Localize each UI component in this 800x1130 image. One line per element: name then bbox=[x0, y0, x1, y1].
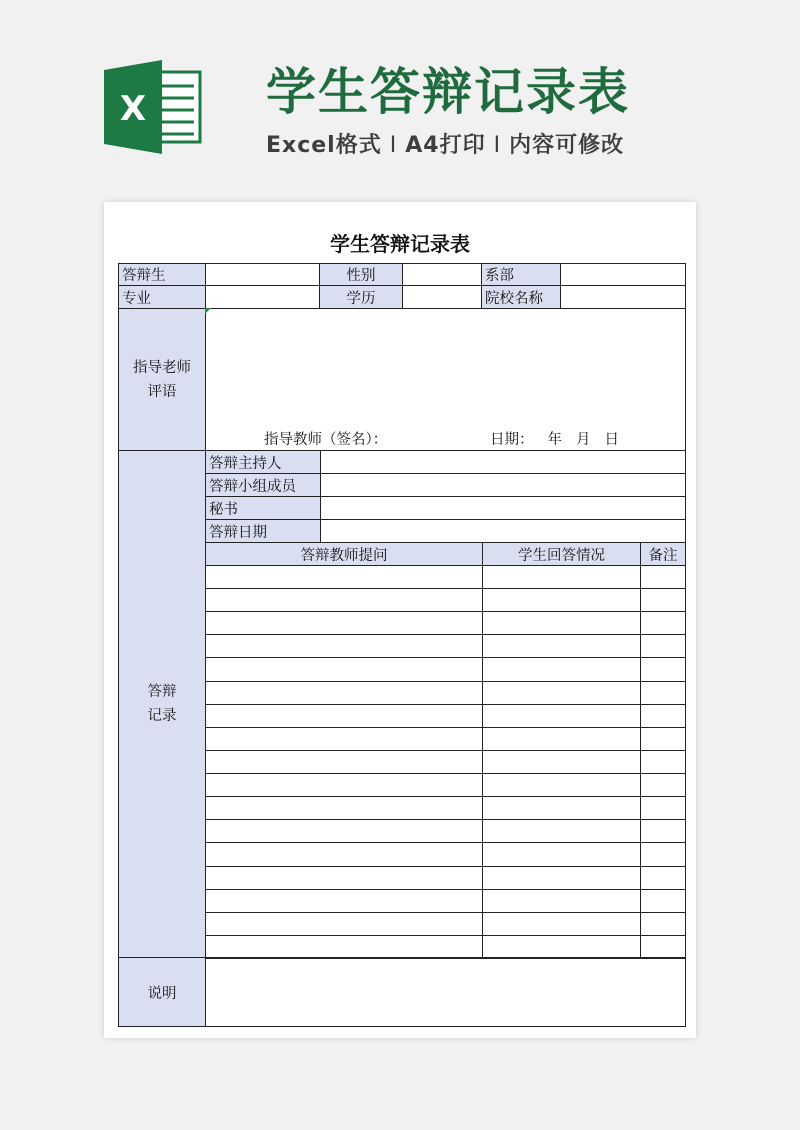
qa-question-cell[interactable] bbox=[205, 611, 483, 635]
header-note: 备注 bbox=[640, 542, 686, 566]
qa-answer-cell[interactable] bbox=[482, 912, 641, 936]
field-major[interactable] bbox=[205, 285, 320, 309]
qa-note-cell[interactable] bbox=[640, 935, 686, 959]
label-secretary: 秘书 bbox=[205, 496, 321, 520]
qa-note-cell[interactable] bbox=[640, 565, 686, 589]
field-school[interactable] bbox=[560, 285, 686, 309]
label-school: 院校名称 bbox=[481, 285, 561, 309]
qa-question-cell[interactable] bbox=[205, 796, 483, 820]
qa-note-cell[interactable] bbox=[640, 657, 686, 681]
qa-note-cell[interactable] bbox=[640, 819, 686, 843]
date-year: 年 bbox=[547, 432, 562, 448]
qa-question-cell[interactable] bbox=[205, 935, 483, 959]
label-major: 专业 bbox=[118, 285, 206, 309]
qa-answer-cell[interactable] bbox=[482, 750, 641, 774]
qa-note-cell[interactable] bbox=[640, 588, 686, 612]
label-panel: 答辩小组成员 bbox=[205, 473, 321, 497]
qa-note-cell[interactable] bbox=[640, 611, 686, 635]
qa-answer-cell[interactable] bbox=[482, 842, 641, 866]
field-gender[interactable] bbox=[402, 263, 482, 286]
qa-question-cell[interactable] bbox=[205, 727, 483, 751]
label-student: 答辩生 bbox=[118, 263, 206, 286]
qa-question-cell[interactable] bbox=[205, 773, 483, 797]
cell-marker-icon bbox=[205, 308, 211, 314]
excel-icon bbox=[104, 60, 204, 154]
qa-note-cell[interactable] bbox=[640, 727, 686, 751]
label-host: 答辩主持人 bbox=[205, 450, 321, 474]
banner-title: 学生答辩记录表 bbox=[266, 63, 630, 121]
qa-answer-cell[interactable] bbox=[482, 611, 641, 635]
qa-note-cell[interactable] bbox=[640, 634, 686, 658]
field-host[interactable] bbox=[320, 450, 686, 474]
qa-answer-cell[interactable] bbox=[482, 727, 641, 751]
qa-answer-cell[interactable] bbox=[482, 704, 641, 728]
qa-question-cell[interactable] bbox=[205, 866, 483, 890]
qa-note-cell[interactable] bbox=[640, 889, 686, 913]
qa-answer-cell[interactable] bbox=[482, 889, 641, 913]
field-panel[interactable] bbox=[320, 473, 686, 497]
label-notes: 说明 bbox=[118, 957, 206, 1027]
label-gender: 性别 bbox=[319, 263, 403, 286]
record-label-line1: 答辩 bbox=[147, 684, 177, 700]
qa-question-cell[interactable] bbox=[205, 657, 483, 681]
qa-question-cell[interactable] bbox=[205, 704, 483, 728]
qa-question-cell[interactable] bbox=[205, 588, 483, 612]
field-department[interactable] bbox=[560, 263, 686, 286]
label-advisor-comment bbox=[118, 308, 206, 451]
qa-note-cell[interactable] bbox=[640, 681, 686, 705]
qa-answer-cell[interactable] bbox=[482, 634, 641, 658]
field-student[interactable] bbox=[205, 263, 320, 286]
qa-question-cell[interactable] bbox=[205, 889, 483, 913]
qa-question-cell[interactable] bbox=[205, 819, 483, 843]
header-question: 答辩教师提问 bbox=[205, 542, 483, 566]
qa-answer-cell[interactable] bbox=[482, 866, 641, 890]
qa-question-cell[interactable] bbox=[205, 750, 483, 774]
advisor-date bbox=[490, 428, 619, 449]
qa-note-cell[interactable] bbox=[640, 796, 686, 820]
document-title: 学生答辩记录表 bbox=[330, 232, 470, 256]
qa-answer-cell[interactable] bbox=[482, 935, 641, 959]
label-education: 学历 bbox=[319, 285, 403, 309]
qa-note-cell[interactable] bbox=[640, 750, 686, 774]
field-defense-date[interactable] bbox=[320, 519, 686, 543]
advisor-label-line2: 评语 bbox=[147, 383, 177, 400]
qa-note-cell[interactable] bbox=[640, 912, 686, 936]
qa-answer-cell[interactable] bbox=[482, 657, 641, 681]
field-secretary[interactable] bbox=[320, 496, 686, 520]
field-notes[interactable] bbox=[205, 957, 686, 1027]
label-defense-date: 答辩日期 bbox=[205, 519, 321, 543]
label-department: 系部 bbox=[481, 263, 561, 286]
qa-note-cell[interactable] bbox=[640, 842, 686, 866]
qa-answer-cell[interactable] bbox=[482, 681, 641, 705]
qa-answer-cell[interactable] bbox=[482, 796, 641, 820]
banner-subtitle bbox=[266, 128, 624, 159]
qa-answer-cell[interactable] bbox=[482, 773, 641, 797]
qa-question-cell[interactable] bbox=[205, 842, 483, 866]
record-form bbox=[104, 202, 696, 1038]
subtitle-print: A4打印 bbox=[405, 133, 486, 158]
document-sheet bbox=[104, 202, 696, 1038]
date-label: 日期： bbox=[490, 432, 534, 448]
qa-answer-cell[interactable] bbox=[482, 819, 641, 843]
subtitle-editable: 内容可修改 bbox=[509, 133, 625, 158]
date-day: 日 bbox=[604, 432, 619, 448]
qa-question-cell[interactable] bbox=[205, 681, 483, 705]
qa-note-cell[interactable] bbox=[640, 773, 686, 797]
subtitle-format: Excel格式 bbox=[266, 133, 382, 158]
qa-answer-cell[interactable] bbox=[482, 565, 641, 589]
banner bbox=[0, 0, 800, 190]
advisor-label-line1: 指导老师 bbox=[133, 359, 191, 376]
label-defense-record bbox=[118, 450, 206, 958]
date-month: 月 bbox=[576, 432, 591, 448]
subtitle-separator: I bbox=[493, 133, 502, 158]
qa-question-cell[interactable] bbox=[205, 565, 483, 589]
qa-question-cell[interactable] bbox=[205, 912, 483, 936]
qa-question-cell[interactable] bbox=[205, 634, 483, 658]
field-education[interactable] bbox=[402, 285, 482, 309]
header-answer: 学生回答情况 bbox=[482, 542, 641, 566]
qa-note-cell[interactable] bbox=[640, 704, 686, 728]
record-label-line2: 记录 bbox=[147, 708, 177, 724]
qa-note-cell[interactable] bbox=[640, 866, 686, 890]
subtitle-separator: I bbox=[389, 133, 398, 158]
excel-logo-letter: X bbox=[119, 89, 147, 129]
qa-answer-cell[interactable] bbox=[482, 588, 641, 612]
advisor-signature: 指导教师（签名）： bbox=[264, 432, 388, 448]
